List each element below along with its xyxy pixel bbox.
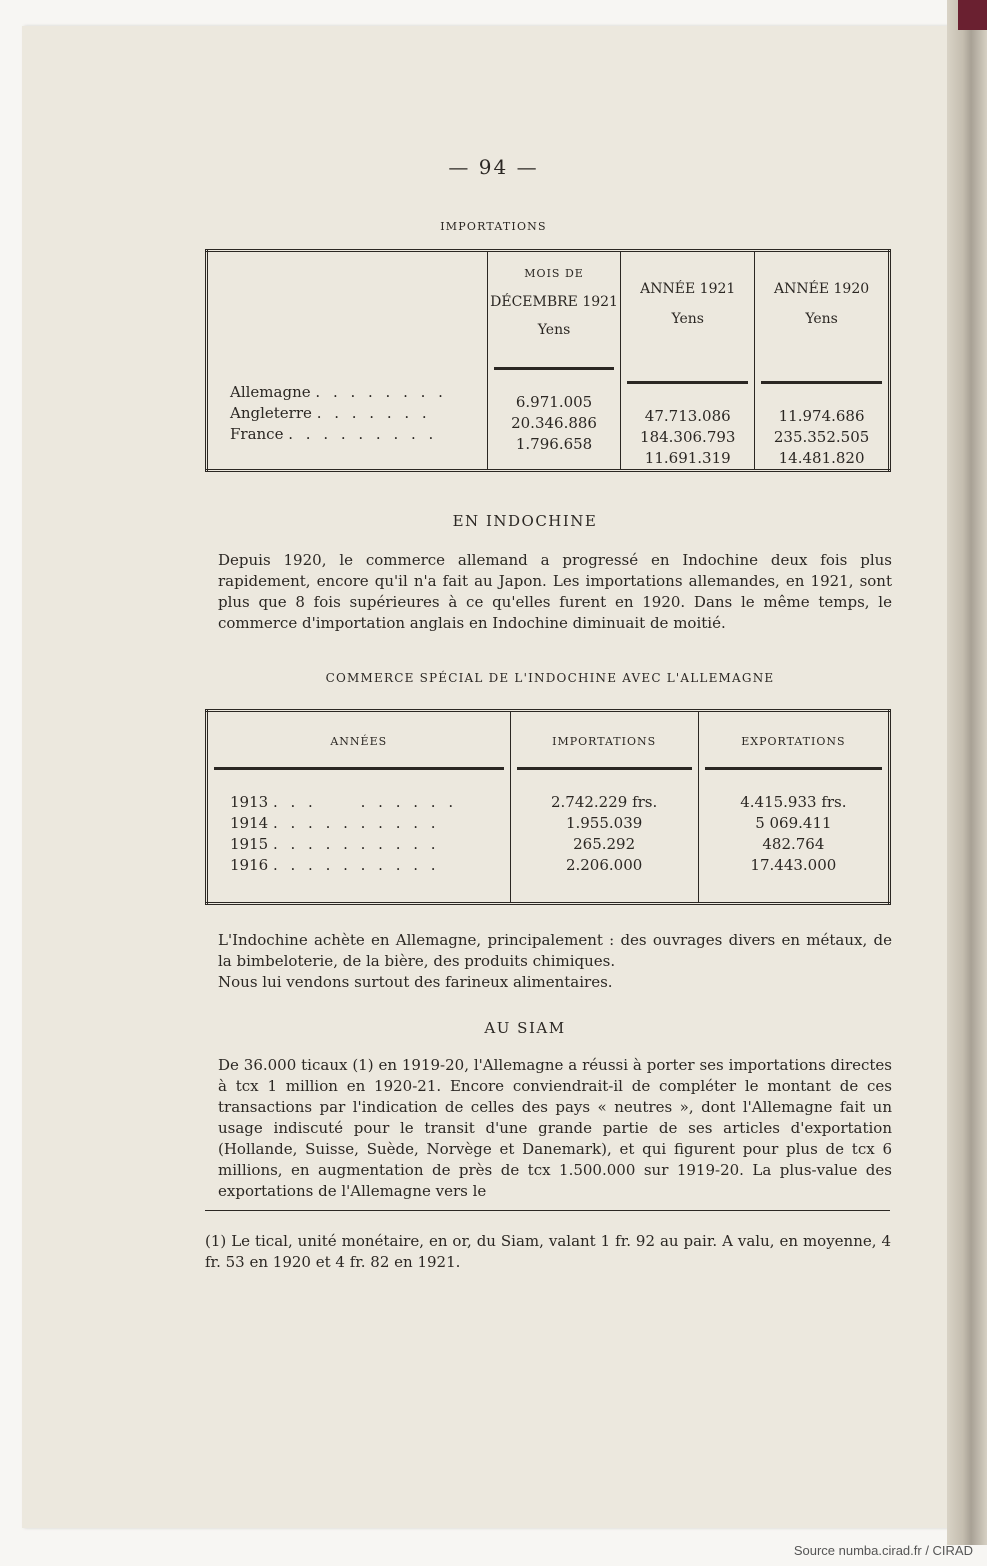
table-cell: 2.742.229 frs. [550,793,658,811]
column-unit: Yens [671,311,704,327]
table-cell: 265.292 [573,835,636,853]
importations-table [205,249,891,472]
source-credit: Source numba.cirad.fr / CIRAD [793,1543,973,1558]
siam-heading: AU SIAM [484,1019,566,1037]
column-annee-1921 [621,251,755,471]
table-cell: 14.481.820 [778,449,865,467]
table-cell: 4.415.933 frs. [740,793,847,811]
siam-paragraph: De 36.000 ticaux (1) en 1919-20, l'Allemagne a réussi à porter ses importations directes à tcx 1 million en 1920-21. Encore conviendrait-il de compléter le montant de ces transactions par l'indication de celles des pays « neutres », dont l'Allemagne fait un usage indiscuté pour le transit d'une grande partie de ses articles d'exportation (Hollande, Suisse, Suède, Norvège et Danemark), et qui figurent pour plus de tcx 6 millions, en augmentation de près de tcx 1.500.000 sur 1919-20. La plus-value des exportations de l'Allemagne vers le [218,1056,892,1200]
table-cell: 11.691.319 [644,449,731,467]
table-cell: 6.971.005 [515,393,593,411]
table-cell: 20.346.886 [511,414,597,432]
footnote-divider [205,1210,890,1211]
column-annees [207,711,511,904]
indochine-paragraph: Depuis 1920, le commerce allemand a progressé en Indochine deux fois plus rapidement, encore qu'il n'a fait au Japon. Les importations allemandes, en 1921, sont plus que 8 fois supérieures à ce qu'elles furent en 1920. Dans le même temps, le commerce d'importation anglais en Indochine diminuait de moitié. [218,551,892,632]
achats-paragraph: L'Indochine achète en Allemagne, principalement : des ouvrages divers en métaux, de la bimbeloterie, de la bière, des produits chimiques. [218,931,892,970]
column-decembre-1921 [487,251,621,471]
column-header: MOIS DE [524,267,584,280]
table-cell: 235.352.505 [773,428,870,446]
table-row: 1913 . . . . . . . . . [230,793,458,811]
table-row: Allemagne . . . . . . . . [230,383,447,401]
table-cell: 17.443.000 [750,856,837,874]
column-importations [510,711,698,904]
bookmark-ribbon [958,0,987,30]
table-row: 1915 . . . . . . . . . . [230,835,440,853]
commerce-special-caption: COMMERCE SPÉCIAL DE L'INDOCHINE AVEC L'ALLEMAGNE [325,671,775,685]
column-exportations [698,711,889,904]
column-header: ANNÉE 1921 [640,281,736,297]
table-cell: 11.974.686 [778,407,865,425]
footnote: (1) Le tical, unité monétaire, en or, du Siam, valant 1 fr. 92 au pair. A valu, en moyenne, 4 fr. 53 en 1920 et 4 fr. 82 en 1921. [205,1232,891,1271]
table-cell: 1.796.658 [515,435,593,453]
column-header: ANNÉE 1920 [774,281,870,297]
column-header: DÉCEMBRE 1921 [490,294,618,310]
table-cell: 184.306.793 [640,428,736,446]
column-header: ANNÉES [330,735,388,748]
column-annee-1920 [755,251,890,471]
table-cell: 1.955.039 [565,814,643,832]
column-unit: Yens [805,311,838,327]
table-cell: 2.206.000 [565,856,643,874]
table-cell: 482.764 [762,835,825,853]
table-cell: 47.713.086 [644,407,731,425]
column-unit: Yens [537,322,571,338]
importations-caption: IMPORTATIONS [440,220,547,233]
table-cell: 5 069.411 [755,814,832,832]
table-row: 1914 . . . . . . . . . . [230,814,440,832]
ventes-paragraph: Nous lui vendons surtout des farineux alimentaires. [218,973,613,991]
table-row: Angleterre . . . . . . . [230,404,431,422]
page-number: — 94 — [448,155,539,179]
table-row: 1916 . . . . . . . . . . [230,856,440,874]
commerce-special-table [205,709,891,905]
table-row: France . . . . . . . . . [230,425,438,443]
column-header: EXPORTATIONS [741,735,846,748]
table-row-labels [207,251,488,471]
indochine-heading: EN INDOCHINE [452,512,598,530]
column-header: IMPORTATIONS [552,735,657,748]
